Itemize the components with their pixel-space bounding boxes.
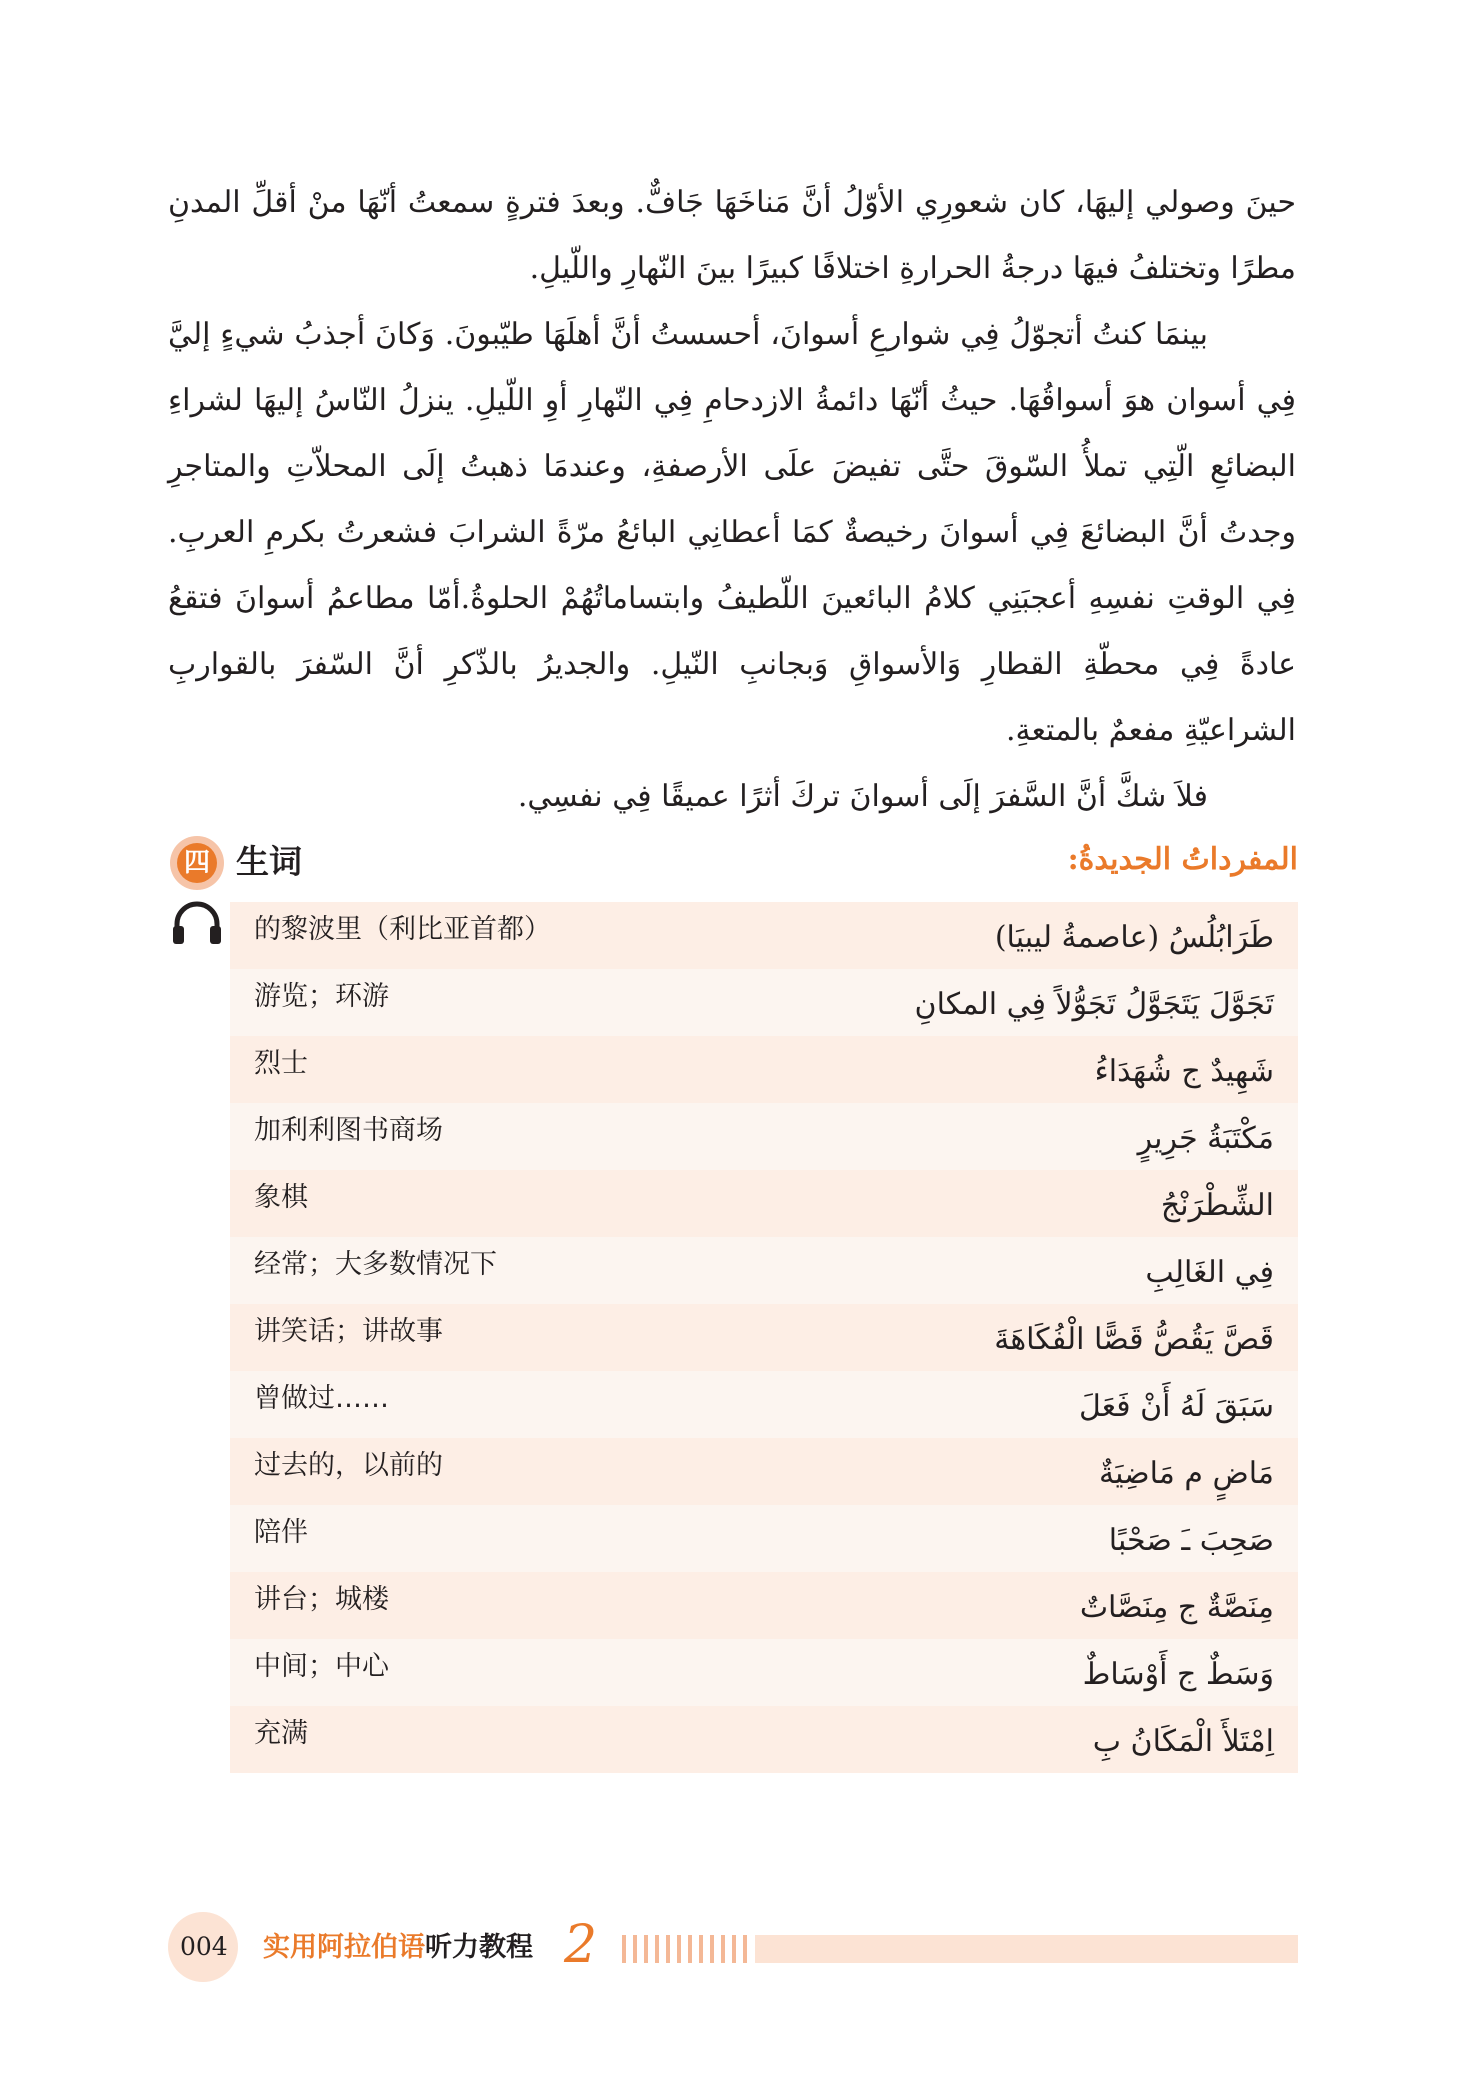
- footer-tick: [644, 1935, 648, 1963]
- vocab-arabic: مَاضٍ م مَاضِيَةٌ: [1099, 1456, 1274, 1491]
- vocab-arabic: طَرَابُلُسُ (عاصمةُ ليبيَا): [994, 920, 1274, 955]
- footer-tick: [710, 1935, 714, 1963]
- vocab-arabic: فِي الغَالِبِ: [1145, 1255, 1274, 1290]
- vocab-chinese: 中间；中心: [254, 1651, 389, 1682]
- footer-tick: [633, 1935, 637, 1963]
- book-title-part2: 听力教程: [425, 1932, 533, 1963]
- book-title-part1: 实用阿拉伯语: [263, 1932, 425, 1963]
- vocab-row: [230, 1036, 1298, 1103]
- vocab-row: [230, 1706, 1298, 1773]
- footer-tick: [743, 1935, 747, 1963]
- page-number-circle: [168, 1912, 238, 1982]
- vocab-chinese: 陪伴: [254, 1517, 308, 1548]
- volume-number: 2: [564, 1915, 598, 1975]
- vocab-row: [230, 902, 1298, 969]
- footer-tick: [655, 1935, 659, 1963]
- vocab-arabic: تَجَوَّلَ يَتَجَوَّلُ تَجَوُّلاً فِي المكانِ: [914, 987, 1274, 1022]
- vocab-chinese: 的黎波里（利比亚首都）: [254, 914, 551, 945]
- vocab-row: [230, 1304, 1298, 1371]
- vocab-arabic: صَحِبَ ـَ صَحْبًا: [1108, 1523, 1274, 1558]
- vocab-chinese: 游览；环游: [254, 981, 389, 1012]
- vocab-row: [230, 1170, 1298, 1237]
- vocab-arabic: الشِّطْرَنْجُ: [1160, 1188, 1274, 1223]
- footer-decorative-bar: [755, 1935, 1298, 1963]
- footer-tick: [699, 1935, 703, 1963]
- vocab-chinese: 加利利图书商场: [254, 1115, 443, 1146]
- vocab-row: [230, 1438, 1298, 1505]
- footer-tick: [732, 1935, 736, 1963]
- vocab-arabic: اِمْتَلأَ الْمَكَانُ بِ: [1092, 1724, 1274, 1759]
- vocab-chinese: 过去的，以前的: [254, 1450, 443, 1481]
- vocab-chinese: 曾做过……: [254, 1383, 389, 1414]
- section-number: 四: [177, 843, 217, 883]
- passage-paragraph-3: فلاَ شكَّ أنَّ السَّفرَ إلَى أسوانَ تركَ أثرًا عميقًا فِي نفسِي.: [517, 779, 1208, 814]
- vocab-chinese: 经常；大多数情况下: [254, 1249, 497, 1280]
- footer-tick: [677, 1935, 681, 1963]
- passage-paragraph-2: بينمَا كنتُ أتجوّلُ فِي شوارعِ أسوانَ، أحسستُ أنَّ أهلَهَا طيّبونَ. وَكانَ أجذبُ شيءٍ إليَّ فِي أسوان هوَ أسواقُهَا. حيثُ أنّهَا دائمةُ الازدحامِ فِي النّهارِ أوِ اللّيلِ. ينزلُ النّاسُ إليهَا لشراءِ البضائعِ الّتِي تملأُ السّوقَ حتَّى تفيضَ علَى الأرصفةِ، وعندمَا ذهبتُ إلَى المحلاّتِ والمتاجرِ وجدتُ أنَّ البضائعَ فِي أسوانَ رخيصةٌ كمَا أعطانِي البائعُ مرّةً الشرابَ فشعرتُ بكرمِ العربِ. فِي الوقتِ نفسِهِ أعجبَنِي كلامُ البائعينَ اللّطيفُ وابتساماتُهُمْ الحلوةُ.أمّا مطاعمُ أسوانَ فتقعُ عادةً فِي محطّةِ القطارِ وَالأسواقِ وَبجانبِ النّيلِ. والجديرُ بالذّكرِ أنَّ السّفرَ بالقواربِ الشراعيّةِ مفعمٌ بالمتعةِ.: [168, 317, 1297, 748]
- vocab-row: [230, 1505, 1298, 1572]
- book-title: [263, 1929, 533, 1967]
- vocabulary-table: [230, 902, 1298, 1773]
- vocab-chinese: 烈士: [254, 1048, 308, 1079]
- vocab-row: [230, 1639, 1298, 1706]
- reading-passage: [168, 170, 1296, 830]
- vocab-chinese: 充满: [254, 1718, 308, 1749]
- section-number-badge: [170, 836, 224, 890]
- section-title-chinese: 生词: [236, 842, 302, 881]
- vocab-chinese: 讲台；城楼: [254, 1584, 389, 1615]
- headphones-icon[interactable]: [170, 898, 224, 946]
- section-title-arabic: المفرداتُ الجديدةُ:: [1067, 842, 1298, 877]
- vocab-row: [230, 1103, 1298, 1170]
- footer-tick: [622, 1935, 626, 1963]
- vocab-arabic: مَكْتَبَةُ جَرِيرٍ: [1137, 1121, 1274, 1156]
- vocab-row: [230, 1371, 1298, 1438]
- footer-tick: [721, 1935, 725, 1963]
- footer-tick: [688, 1935, 692, 1963]
- vocab-row: [230, 1237, 1298, 1304]
- vocab-arabic: مِنَصَّةٌ ج مِنَصَّاتٌ: [1079, 1590, 1274, 1625]
- footer-tick: [666, 1935, 670, 1963]
- vocab-row: [230, 1572, 1298, 1639]
- vocab-arabic: قَصَّ يَقُصُّ قَصًّا الْفُكَاهَةَ: [994, 1322, 1274, 1357]
- vocab-row: [230, 969, 1298, 1036]
- vocab-arabic: شَهِيدٌ ج شُهَدَاءُ: [1094, 1054, 1274, 1089]
- vocab-chinese: 象棋: [254, 1182, 308, 1213]
- vocab-chinese: 讲笑话；讲故事: [254, 1316, 443, 1347]
- vocab-arabic: وَسَطٌ ج أَوْسَاطٌ: [1082, 1657, 1274, 1692]
- page-footer: [168, 1912, 1298, 1984]
- page-number: 004: [180, 1932, 228, 1961]
- passage-paragraph-1: حينَ وصولي إليهَا، كان شعورِي الأوّلُ أنَّ مَناخَهَا جَافٌّ. وبعدَ فترةٍ سمعتُ أنّهَا منْ أقلِّ المدنِ مطرًا وتختلفُ فيهَا درجةُ الحرارةِ اختلافًا كبيرًا بينَ النّهارِ واللّيلِ.: [168, 185, 1296, 286]
- vocabulary-section-header: [170, 832, 1298, 892]
- vocab-arabic: سَبَقَ لَهُ أَنْ فَعَلَ: [1079, 1389, 1274, 1424]
